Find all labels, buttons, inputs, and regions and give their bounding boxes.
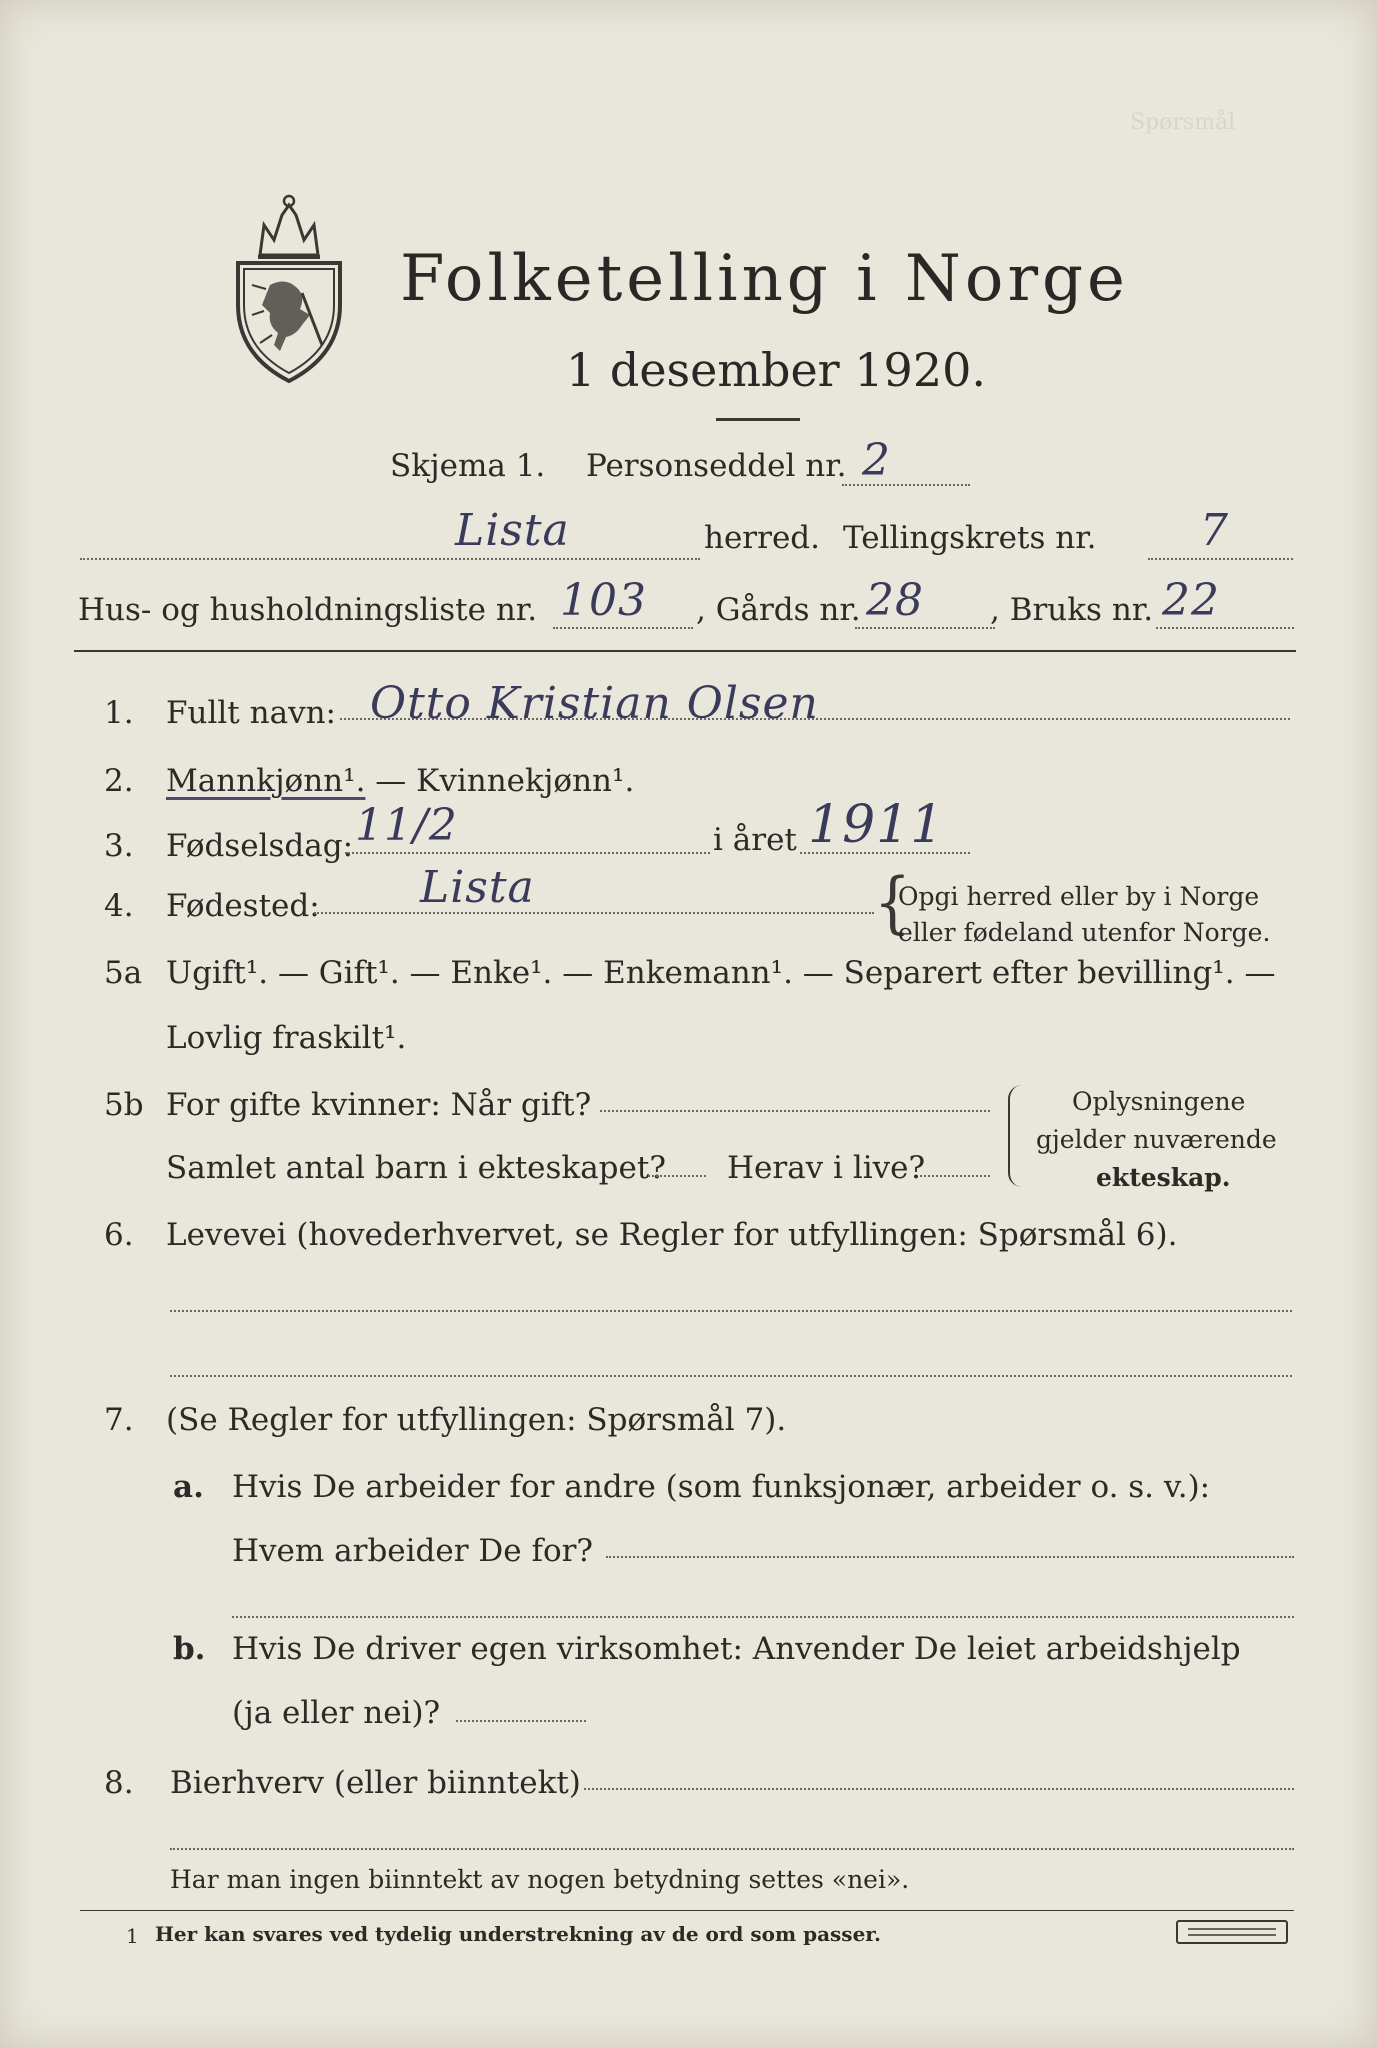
q5a-number: 5a [104,955,143,991]
footnote-marker: 1 [126,1924,139,1948]
q7b-letter: b. [173,1631,206,1667]
sex-option-male[interactable]: Mannkjønn¹. [166,763,366,799]
q4-note-line2: eller fødeland utenfor Norge. [898,918,1271,947]
bleed-through-text: Spørsmål [1130,110,1236,135]
q1-number: 1. [104,695,134,731]
norwegian-lion-crest-icon [230,185,348,385]
tellingskrets-label: Tellingskrets nr. [843,520,1097,556]
q7b-yes-no-line[interactable] [456,1720,586,1722]
tellingskrets-value[interactable]: 7 [1200,505,1229,556]
q5b-children-total: Samlet antal barn i ekteskapet? [166,1150,666,1186]
no-income-note: Har man ingen biinntekt av nogen betydning settes «nei». [170,1865,910,1894]
herred-value[interactable]: Lista [455,505,570,556]
form-title: Folketelling i Norge [400,242,1129,316]
q6-line-2[interactable] [170,1375,1292,1377]
q7b-yes-no-label: (ja eller nei)? [232,1695,441,1731]
birth-day-value[interactable]: 11/2 [355,800,458,851]
q5b-number: 5b [104,1087,144,1123]
q1-label: Fullt navn: [166,695,336,731]
q7a-letter: a. [173,1469,204,1505]
q3-day-line [345,852,710,854]
q7a-employer-line[interactable] [606,1556,1294,1558]
herred-label: herred. [704,520,820,556]
q4-number: 4. [104,888,134,924]
bruks-value[interactable]: 22 [1162,575,1220,626]
footnote-divider [80,1910,1294,1911]
q3-year-label: i året [713,822,797,858]
tellingskrets-line [1148,558,1293,560]
q2-options [166,763,634,799]
header-divider [74,650,1296,652]
bruks-line [1156,627,1294,629]
q8-text: Bierhverv (eller biinntekt) [170,1765,581,1801]
q8-line-1[interactable] [584,1788,1294,1790]
hus-line [553,627,693,629]
q5b-note-line3: ekteskap. [1096,1163,1231,1192]
q5b-children-line[interactable] [648,1175,706,1177]
q7a-employer-label: Hvem arbeider De for? [232,1533,594,1569]
printer-stamp-icon [1176,1920,1288,1944]
q6-number: 6. [104,1217,134,1253]
q5b-married-line[interactable] [600,1110,990,1112]
gards-value[interactable]: 28 [866,575,924,626]
q3-label: Fødselsdag: [166,828,354,864]
sex-option-female[interactable]: Kvinnekjønn¹. [416,763,635,799]
q5b-married-when: For gifte kvinner: Når gift? [166,1087,592,1123]
q2-number: 2. [104,763,134,799]
herred-line [80,558,700,560]
q7a-extra-line[interactable] [232,1616,1294,1618]
q4-line [314,912,874,914]
schema-label: Skjema 1. [390,448,546,484]
bruks-label: , Bruks nr. [990,592,1154,628]
gards-label: , Gårds nr. [696,592,861,628]
q5b-note-line2: gjelder nuværende [1036,1125,1277,1154]
gards-line [855,627,995,629]
personseddel-label: Personseddel nr. [586,448,847,484]
hus-label: Hus- og husholdningsliste nr. [78,592,538,628]
title-divider [716,418,800,421]
q5b-note-line1: Oplysningene [1072,1087,1246,1116]
sex-separator: — [365,763,417,799]
birthplace-value[interactable]: Lista [420,862,535,913]
q7-text: (Se Regler for utfyllingen: Spørsmål 7). [166,1402,787,1438]
marital-status-divorced[interactable]: Lovlig fraskilt¹. [166,1020,407,1056]
birth-year-value[interactable]: 1911 [808,795,945,855]
q4-note-line1: Opgi herred eller by i Norge [898,882,1260,911]
q3-number: 3. [104,828,134,864]
q5b-brace [1008,1085,1032,1187]
q4-label: Fødested: [166,888,320,924]
personseddel-value[interactable]: 2 [862,435,891,486]
q5b-children-alive: Herav i live? [727,1150,926,1186]
q6-text: Levevei (hovederhvervet, se Regler for utfyllingen: Spørsmål 6). [166,1217,1178,1253]
q4-brace: { [874,862,911,942]
q5b-alive-line[interactable] [920,1175,990,1177]
q6-line-1[interactable] [170,1310,1292,1312]
footnote-text: Her kan svares ved tydelig understrekning av de ord som passer. [155,1922,881,1946]
full-name-value[interactable]: Otto Kristian Olsen [370,678,819,729]
census-date: 1 desember 1920. [566,343,986,397]
marital-status-options[interactable]: Ugift¹. — Gift¹. — Enke¹. — Enkemann¹. — Separert efter bevilling¹. — [166,955,1276,991]
q7a-text: Hvis De arbeider for andre (som funksjonær, arbeider o. s. v.): [232,1469,1211,1505]
q8-line-2[interactable] [170,1848,1294,1850]
q7b-text: Hvis De driver egen virksomhet: Anvender De leiet arbeidshjelp [232,1631,1241,1667]
q7-number: 7. [104,1402,134,1438]
q8-number: 8. [104,1765,134,1801]
hus-value[interactable]: 103 [560,575,647,626]
